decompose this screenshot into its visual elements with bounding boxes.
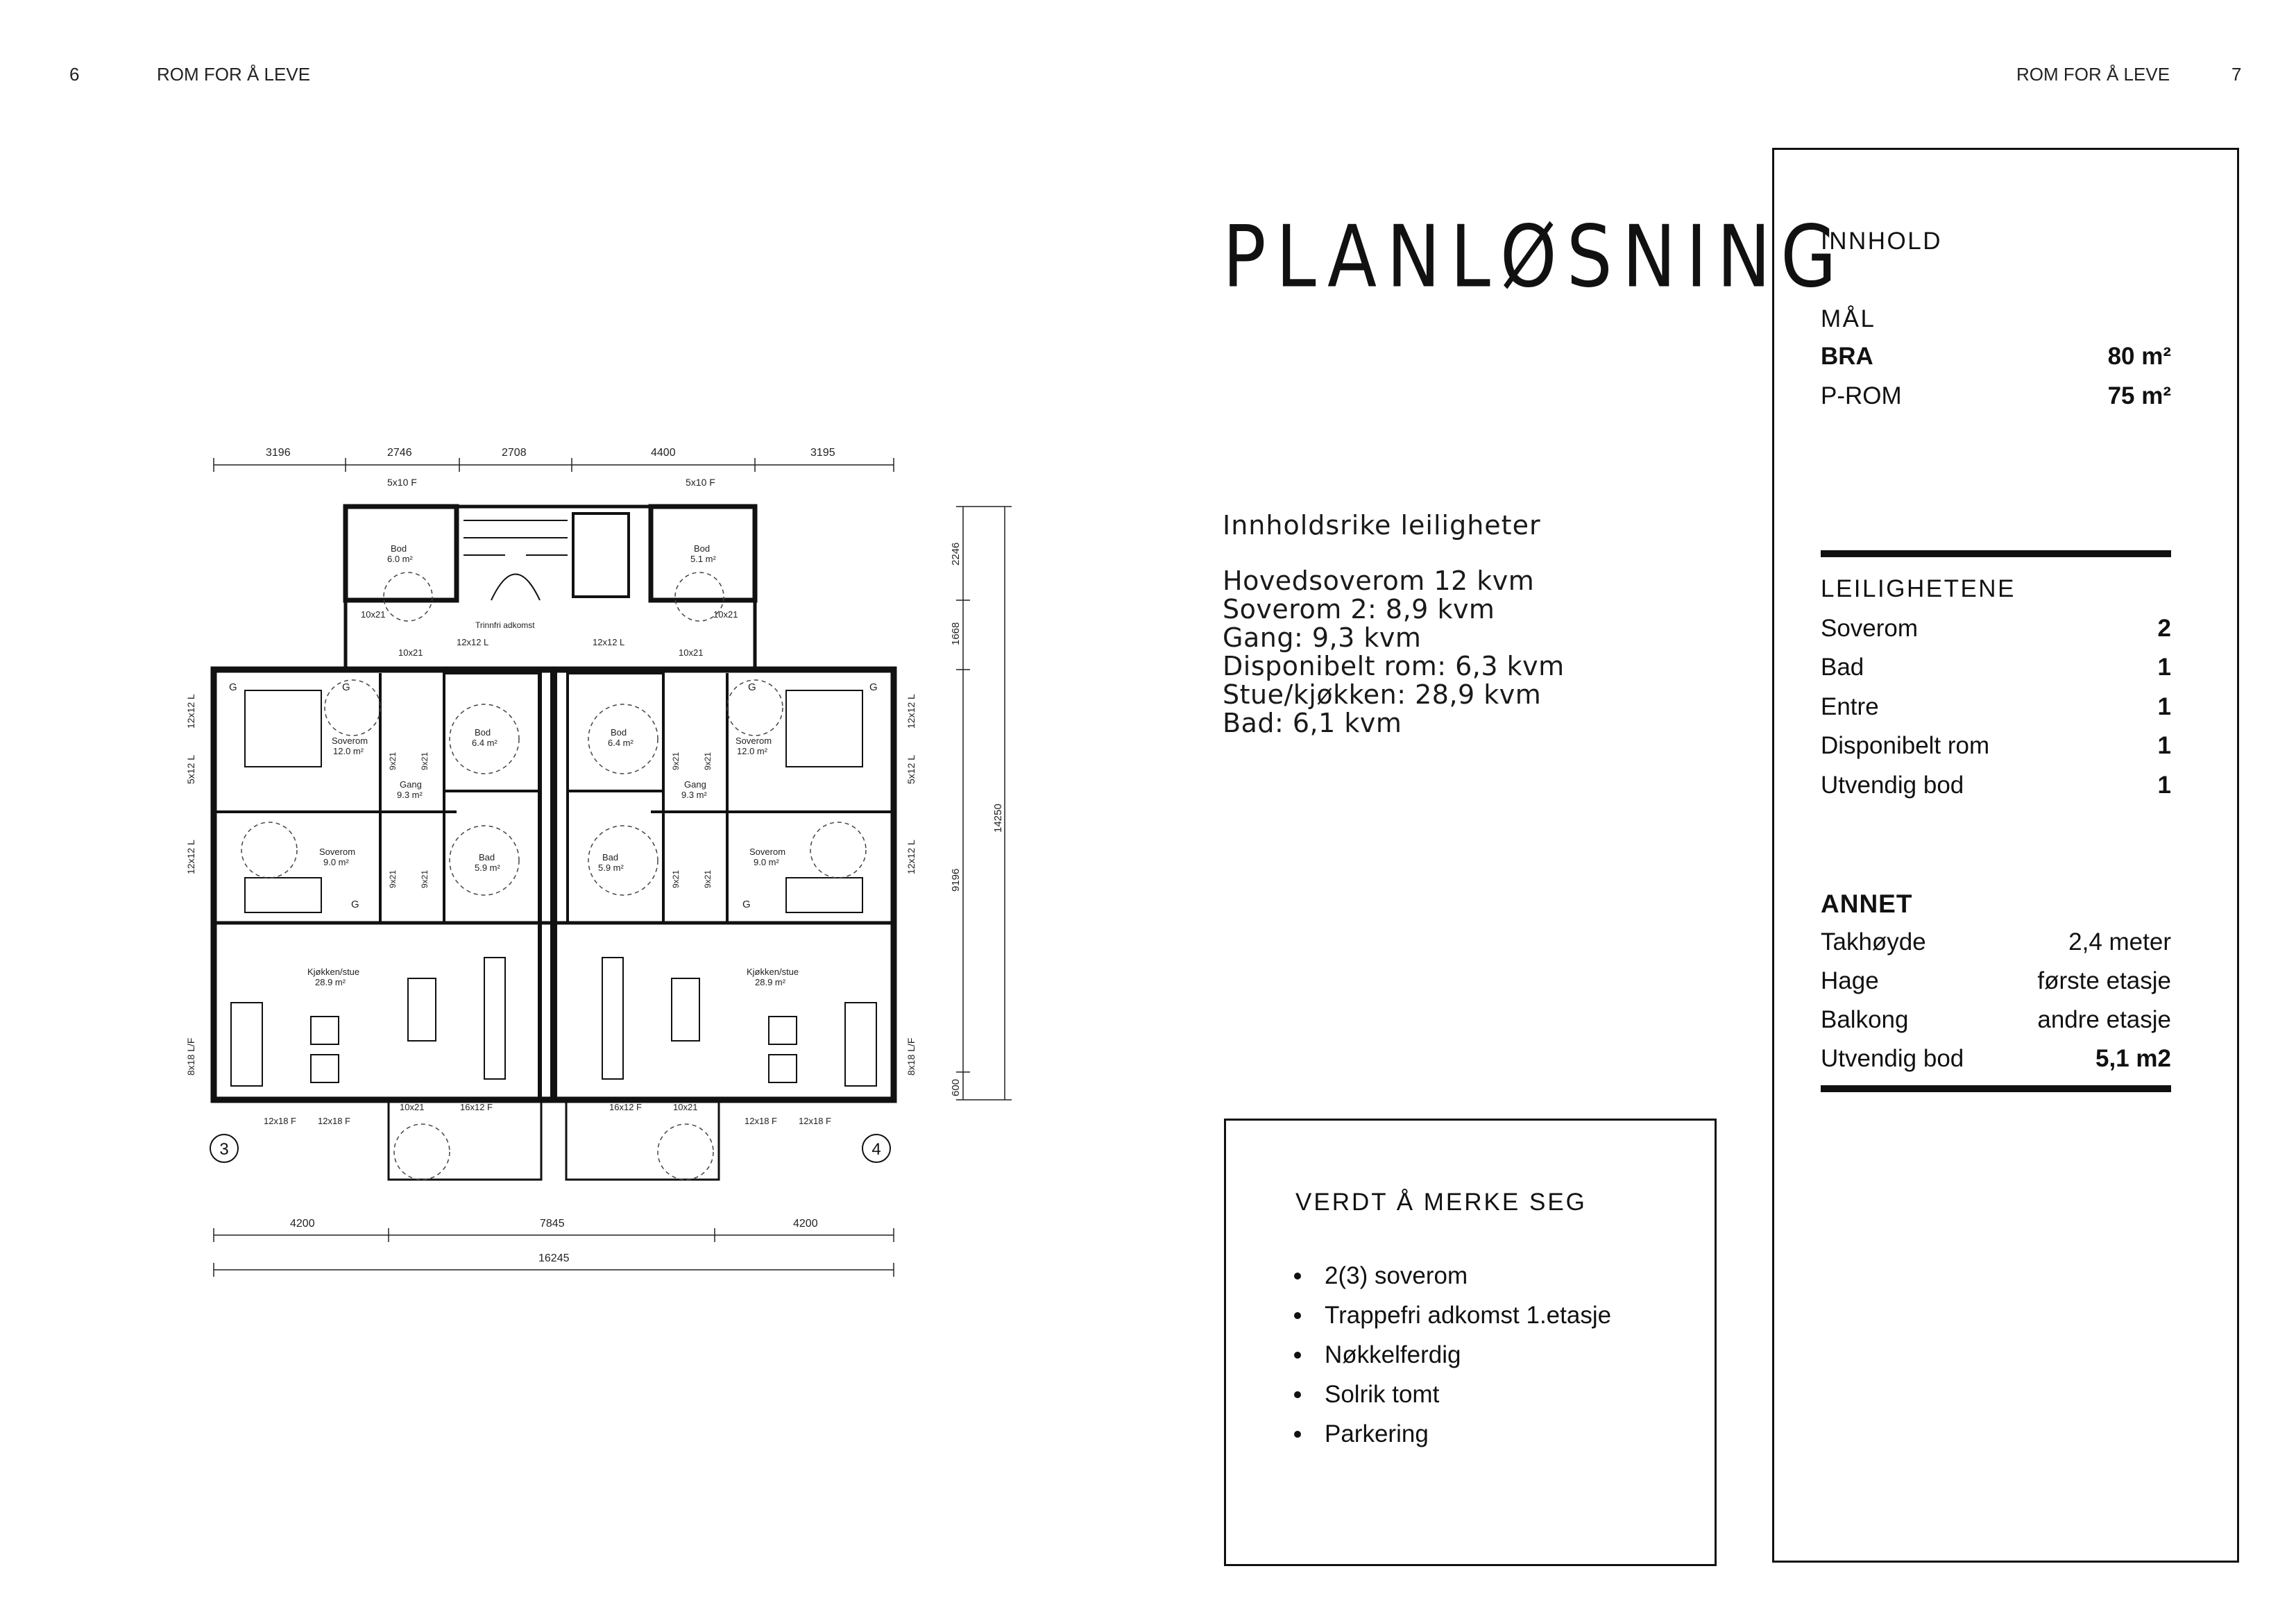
left-page-title: ROM FOR Å LEVE [157, 64, 311, 85]
room-size-line: Soverom 2: 8,9 kvm [1223, 594, 1495, 624]
g-marker-4: G [869, 681, 878, 693]
room-bod-left: Bod [391, 543, 407, 554]
room-bod-right-area: 5.1 m² [690, 554, 716, 564]
side-left-d: 8x18 L/F [185, 1037, 196, 1076]
contents-box [1772, 148, 2239, 1563]
highlights-list [1294, 1256, 1611, 1454]
bra-value: 80 m² [2107, 343, 2171, 370]
window-12x18f-3: 12x18 F [745, 1116, 777, 1126]
description-heading: Innholdsrike leiligheter [1223, 510, 1541, 541]
dim-bottom-1: 4200 [290, 1218, 315, 1230]
other-row: Balkong andre etasje [1821, 1006, 2171, 1033]
room-trinnfri: Trinnfri adkomst [475, 620, 535, 630]
window-12x18f-4: 12x18 F [799, 1116, 831, 1126]
side-left-a: 5x12 L [185, 754, 196, 784]
g-marker-3: G [748, 681, 756, 693]
apartment-row: Soverom 2 [1821, 615, 2171, 642]
room-bod-inner-left-area: 6.4 m² [472, 738, 498, 748]
floor-plan [179, 416, 1109, 1284]
room-gang-right: Gang [684, 779, 706, 790]
other-row: Takhøyde 2,4 meter [1821, 928, 2171, 955]
divider [1821, 550, 2171, 557]
dim-top-3: 2708 [502, 447, 527, 459]
g-marker-1: G [229, 681, 237, 693]
window-12x12l-a: 12x12 L [457, 637, 489, 647]
room-bad-left-area: 5.9 m² [475, 863, 500, 873]
apartment-row: Entre 1 [1821, 693, 2171, 720]
door-10x21-e: 10x21 [400, 1102, 425, 1112]
list-item: Solrik tomt [1294, 1375, 1611, 1414]
door-10x21-b: 10x21 [713, 609, 738, 620]
unit-marker-3: 3 [219, 1140, 229, 1159]
room-bad-right: Bad [602, 852, 619, 863]
list-item: Trappefri adkomst 1.etasje [1294, 1295, 1611, 1335]
door-9x21-b: 9x21 [420, 751, 430, 770]
room-soverom1-left-area: 12.0 m² [333, 746, 364, 756]
room-bod-right: Bod [694, 543, 711, 554]
dim-right-3: 9196 [950, 868, 962, 892]
side-left-c: 12x12 L [185, 840, 196, 874]
room-kjokken-left-area: 28.9 m² [315, 977, 346, 987]
dim-top-2: 2746 [387, 447, 412, 459]
room-soverom1-right-area: 12.0 m² [737, 746, 768, 756]
prom-row [1821, 382, 2171, 410]
door-9x21-a: 9x21 [388, 751, 398, 770]
door-9x21-g: 9x21 [671, 869, 681, 888]
side-right-b: 12x12 L [905, 694, 917, 729]
measurements-heading: MÅL [1821, 305, 1876, 332]
window-12x12l-b: 12x12 L [593, 637, 625, 647]
list-item: Parkering [1294, 1414, 1611, 1454]
dim-right-4: 14250 [992, 804, 1004, 833]
room-bod-inner-left: Bod [475, 727, 491, 738]
door-10x21-c: 10x21 [398, 647, 423, 658]
apartment-row: Disponibelt rom 1 [1821, 732, 2171, 759]
side-right-d: 8x18 L/F [905, 1037, 917, 1076]
room-bod-left-area: 6.0 m² [387, 554, 413, 564]
dim-right-2: 1668 [950, 622, 962, 645]
side-right-c: 12x12 L [905, 840, 917, 874]
prom-value: 75 m² [2107, 382, 2171, 409]
room-soverom2-right: Soverom [749, 847, 786, 857]
unit-marker-4: 4 [871, 1140, 881, 1159]
room-size-line: Bad: 6,1 kvm [1223, 708, 1402, 738]
dim-total-width: 16245 [538, 1252, 570, 1264]
apartment-row: Bad 1 [1821, 654, 2171, 681]
bra-label: BRA [1821, 343, 1873, 370]
dim-right-5: 600 [950, 1078, 962, 1096]
side-right-a: 5x12 L [905, 754, 917, 784]
highlights-heading: VERDT Å MERKE SEG [1295, 1189, 1587, 1216]
bullet-icon [1294, 1352, 1301, 1359]
dim-right-1: 2246 [950, 542, 962, 566]
room-bod-inner-right: Bod [611, 727, 627, 738]
room-gang-left: Gang [400, 779, 422, 790]
door-10x21-a: 10x21 [361, 609, 386, 620]
door-10x21-f: 10x21 [673, 1102, 698, 1112]
bra-row [1821, 343, 2171, 371]
room-soverom2-right-area: 9.0 m² [754, 857, 779, 867]
room-soverom2-left-area: 9.0 m² [323, 857, 349, 867]
bullet-icon [1294, 1273, 1301, 1280]
room-size-line: Stue/kjøkken: 28,9 kvm [1223, 679, 1542, 710]
bullet-icon [1294, 1391, 1301, 1398]
list-item: Nøkkelferdig [1294, 1335, 1611, 1375]
g-marker-6: G [742, 899, 751, 910]
door-9x21-e: 9x21 [671, 751, 681, 770]
door-9x21-d: 9x21 [420, 869, 430, 888]
page-title: PLANLØSNING [1223, 207, 1846, 307]
apartment-row: Utvendig bod 1 [1821, 772, 2171, 799]
room-bod-inner-right-area: 6.4 m² [608, 738, 633, 748]
window-5x10f-left: 5x10 F [387, 477, 417, 488]
room-soverom1-left: Soverom [332, 736, 368, 746]
room-size-line: Gang: 9,3 kvm [1223, 622, 1422, 653]
contents-heading: INNHOLD [1821, 228, 1943, 255]
room-bad-right-area: 5.9 m² [598, 863, 624, 873]
window-16x12f-a: 16x12 F [460, 1102, 493, 1112]
apartment-description [1223, 510, 1750, 738]
prom-label: P-ROM [1821, 382, 1902, 409]
room-soverom2-left: Soverom [319, 847, 356, 857]
dim-top-1: 3196 [266, 447, 291, 459]
door-9x21-f: 9x21 [703, 751, 713, 770]
side-left-b: 12x12 L [185, 694, 196, 729]
door-9x21-h: 9x21 [703, 869, 713, 888]
list-item: 2(3) soverom [1294, 1256, 1611, 1295]
right-page-title: ROM FOR Å LEVE [2016, 64, 2170, 85]
room-gang-left-area: 9.3 m² [397, 790, 423, 800]
dim-top-4: 4400 [651, 447, 676, 459]
window-12x18f-2: 12x18 F [318, 1116, 350, 1126]
room-kjokken-left: Kjøkken/stue [307, 967, 360, 977]
room-kjokken-right-area: 28.9 m² [755, 977, 786, 987]
room-kjokken-right: Kjøkken/stue [747, 967, 799, 977]
apartments-heading: LEILIGHETENE [1821, 575, 2016, 602]
window-12x18f-1: 12x18 F [264, 1116, 296, 1126]
g-marker-5: G [351, 899, 359, 910]
g-marker-2: G [342, 681, 350, 693]
other-row: Utvendig bod 5,1 m2 [1821, 1045, 2171, 1072]
highlights-box [1224, 1119, 1717, 1566]
window-5x10f-right: 5x10 F [686, 477, 715, 488]
room-bad-left: Bad [479, 852, 495, 863]
room-soverom1-right: Soverom [735, 736, 772, 746]
room-gang-right-area: 9.3 m² [681, 790, 707, 800]
divider [1821, 1085, 2171, 1092]
bullet-icon [1294, 1431, 1301, 1438]
left-page-number: 6 [69, 64, 80, 85]
dim-bottom-2: 7845 [540, 1218, 565, 1230]
bullet-icon [1294, 1312, 1301, 1319]
door-9x21-c: 9x21 [388, 869, 398, 888]
right-page-number: 7 [2231, 64, 2242, 85]
other-row: Hage første etasje [1821, 967, 2171, 994]
room-size-line: Hovedsoverom 12 kvm [1223, 566, 1535, 596]
other-heading: ANNET [1821, 890, 1913, 918]
room-size-line: Disponibelt rom: 6,3 kvm [1223, 651, 1565, 681]
door-10x21-d: 10x21 [679, 647, 704, 658]
dim-bottom-3: 4200 [793, 1218, 818, 1230]
dim-top-5: 3195 [810, 447, 835, 459]
window-16x12f-b: 16x12 F [609, 1102, 642, 1112]
